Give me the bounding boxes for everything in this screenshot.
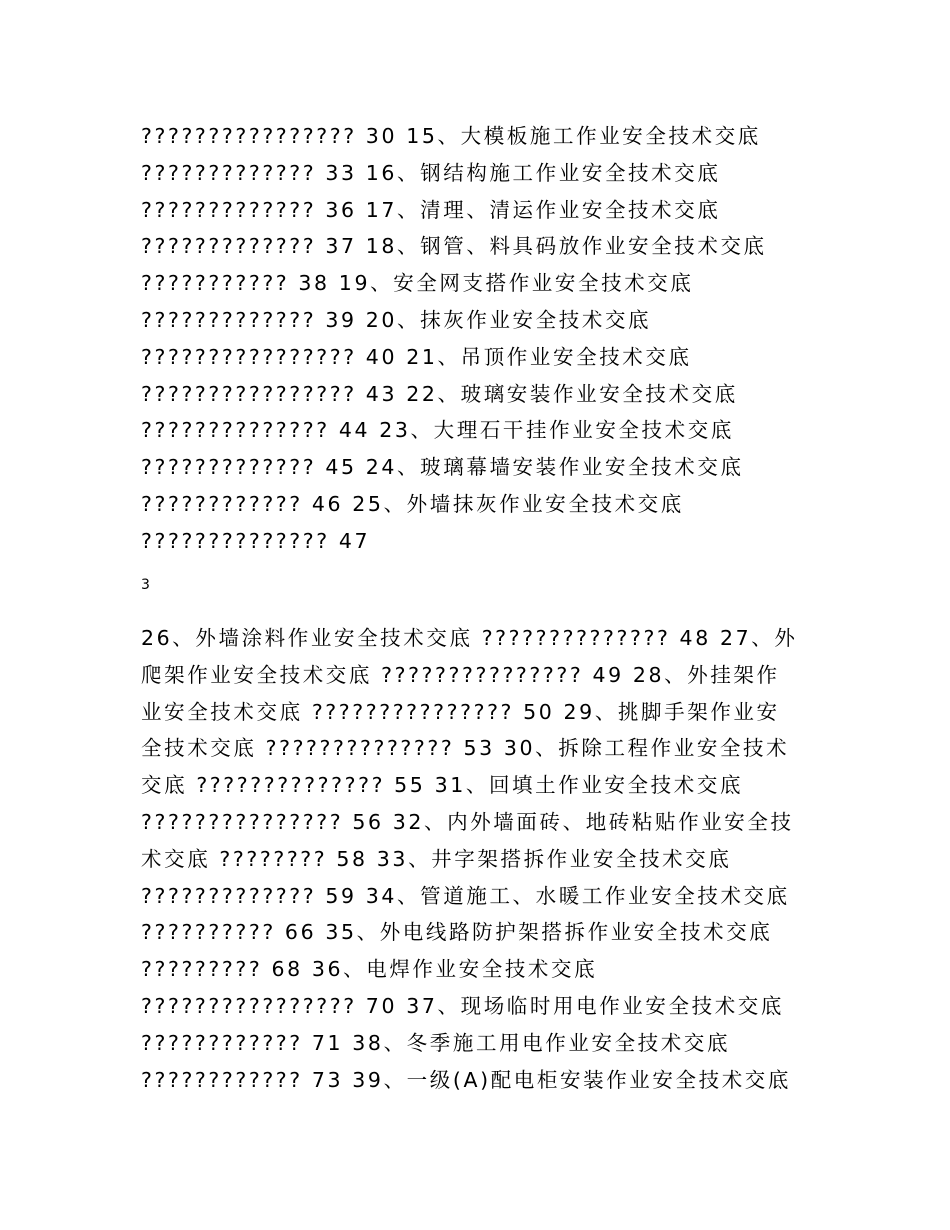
toc-line: 术交底 ???????? 58 33、井字架搭拆作业安全技术交底: [141, 846, 732, 871]
toc-line: ?????????????? 47: [141, 528, 371, 553]
toc-line: ????????????? 37 18、钢管、料具码放作业安全技术交底: [141, 234, 767, 259]
toc-line: ???????????? 71 38、冬季施工用电作业安全技术交底: [141, 1030, 731, 1055]
toc-line: 26、外墙涂料作业安全技术交底 ?????????????? 48 27、外: [141, 626, 798, 650]
toc-line: ???????????????? 30 15、大模板施工作业安全技术交底: [141, 124, 761, 148]
toc-line: ????????????? 36 17、清理、清运作业安全技术交底: [141, 197, 721, 222]
toc-line: 爬架作业安全技术交底 ??????????????? 49 28、外挂架作: [141, 662, 780, 687]
toc-block-lower: [141, 620, 841, 1098]
toc-block-upper: [141, 118, 841, 560]
toc-line: ????????????? 59 34、管道施工、水暖工作业安全技术交底: [141, 883, 790, 908]
toc-line: ???????????????? 43 22、玻璃安装作业安全技术交底: [141, 381, 738, 406]
toc-line: 业安全技术交底 ??????????????? 50 29、挑脚手架作业安: [141, 699, 780, 724]
toc-line: ??????????? 38 19、安全网支搭作业安全技术交底: [141, 271, 694, 296]
toc-line: ???????????? 73 39、一级(A)配电柜安装作业安全技术交底: [141, 1067, 791, 1092]
toc-line: ????????????? 45 24、玻璃幕墙安装作业安全技术交底: [141, 455, 744, 480]
toc-line: ???????????? 46 25、外墙抹灰作业安全技术交底: [141, 491, 684, 516]
toc-line: ????????????? 33 16、钢结构施工作业安全技术交底: [141, 160, 721, 185]
toc-line: ????????? 68 36、电焊作业安全技术交底: [141, 957, 598, 982]
toc-line: ??????????????? 56 32、内外墙面砖、地砖粘贴作业安全技: [141, 809, 794, 834]
toc-line: ?????????????? 44 23、大理石干挂作业安全技术交底: [141, 418, 734, 443]
toc-line: ????????????? 39 20、抹灰作业安全技术交底: [141, 307, 652, 332]
toc-line: 全技术交底 ?????????????? 53 30、拆除工程作业安全技术: [141, 736, 790, 761]
toc-line: ???????????????? 70 37、现场临时用电作业安全技术交底: [141, 993, 784, 1018]
toc-line: 交底 ?????????????? 55 31、回填土作业安全技术交底: [141, 773, 744, 798]
toc-line: ?????????? 66 35、外电线路防护架搭拆作业安全技术交底: [141, 920, 773, 945]
page-number: 3: [141, 577, 150, 593]
toc-line: ???????????????? 40 21、吊顶作业安全技术交底: [141, 344, 692, 369]
